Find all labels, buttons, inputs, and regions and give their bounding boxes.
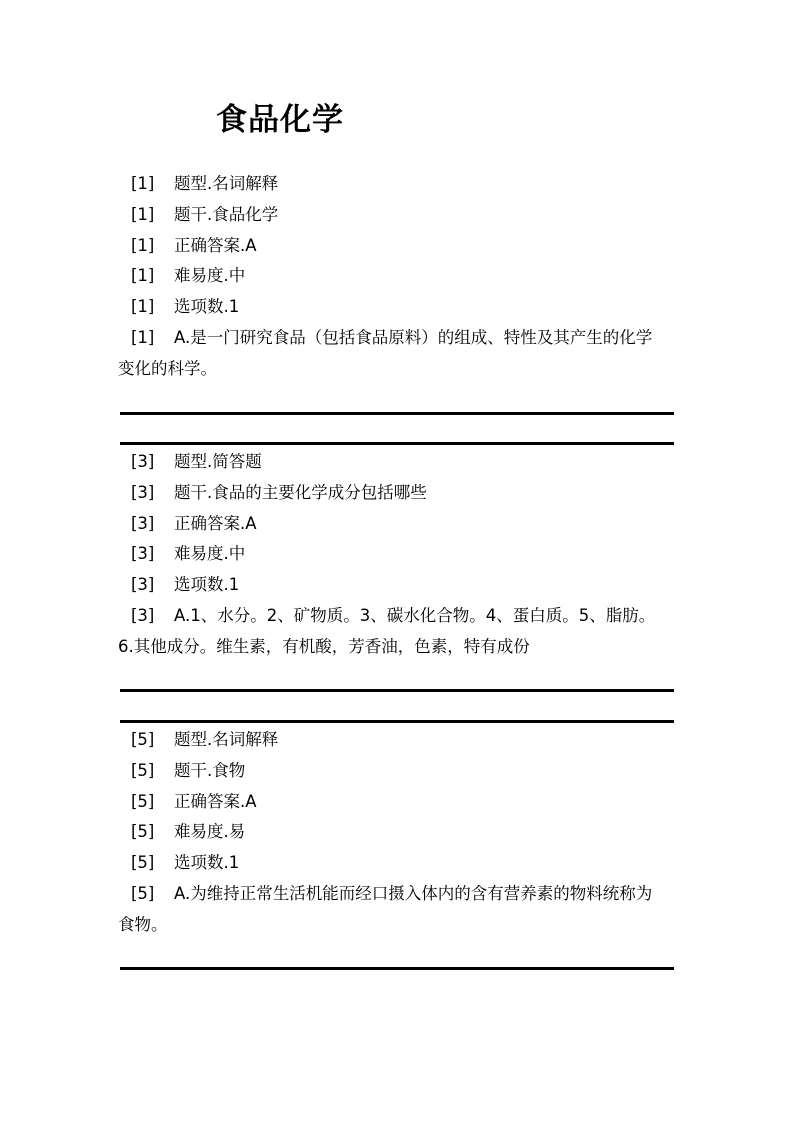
question-number: [5] [131,853,155,873]
question-stem [118,756,666,787]
question-stem-text: 题干.食品的主要化学成分包括哪些 [174,482,427,502]
question-option-count [118,570,666,601]
question-option-count [118,292,666,323]
question-number: [5] [131,730,155,749]
question-block [118,169,666,385]
question-option-a-text: A.为维持正常生活机能而经口摄入体内的含有营养素的物料统称为食物。 [118,883,653,934]
question-answer [118,787,666,818]
question-answer [118,231,666,262]
question-option-count [118,848,666,879]
question-option-a-text: A.1、水分。2、矿物质。3、碳水化合物。4、蛋白质。5、脂肪。6.其他成分。维生素，有机酸，芳香油，色素，特有成份 [118,605,656,656]
question-difficulty [118,539,666,570]
question-option-count-text: 选项数.1 [174,297,240,317]
question-number: [1] [131,235,155,255]
question-type-text: 题型.简答题 [174,452,262,471]
question-difficulty-text: 难易度.易 [174,822,246,842]
question-number: [5] [131,822,155,842]
question-number: [3] [131,482,155,502]
question-stem [118,200,666,231]
question-type [118,447,666,478]
question-option-a-text: A.是一门研究食品（包括食品原料）的组成、特性及其产生的化学变化的科学。 [118,327,653,378]
question-block [118,725,666,941]
divider [120,412,674,415]
question-number: [5] [131,760,155,780]
question-option-count-text: 选项数.1 [174,575,240,595]
question-stem-text: 题干.食物 [174,760,246,780]
question-option-a [118,601,666,663]
question-number: [1] [131,204,155,224]
question-difficulty [118,261,666,292]
question-type [118,169,666,200]
question-stem [118,478,666,509]
question-difficulty [118,817,666,848]
question-option-a [118,323,666,385]
question-number: [3] [131,575,155,595]
question-number: [3] [131,605,155,625]
document-title: 食品化学 [216,102,344,138]
question-number: [1] [131,297,155,317]
question-type-text: 题型.名词解释 [174,174,279,193]
question-number: [3] [131,452,155,471]
question-option-a [118,879,666,941]
question-stem-text: 题干.食品化学 [174,204,279,224]
divider [120,689,674,692]
question-difficulty-text: 难易度.中 [174,266,246,286]
question-number: [1] [131,174,155,193]
question-number: [3] [131,513,155,533]
question-number: [3] [131,544,155,564]
question-number: [5] [131,791,155,811]
question-difficulty-text: 难易度.中 [174,544,246,564]
question-option-count-text: 选项数.1 [174,853,240,873]
question-number: [1] [131,327,155,347]
question-type-text: 题型.名词解释 [174,730,279,749]
question-number: [5] [131,883,155,903]
divider [120,720,674,723]
divider [120,442,674,445]
question-number: [1] [131,266,155,286]
question-answer-text: 正确答案.A [174,791,257,811]
question-answer-text: 正确答案.A [174,513,257,533]
question-type [118,725,666,756]
question-block [118,447,666,663]
divider [120,967,674,970]
question-answer-text: 正确答案.A [174,235,257,255]
question-answer [118,509,666,540]
